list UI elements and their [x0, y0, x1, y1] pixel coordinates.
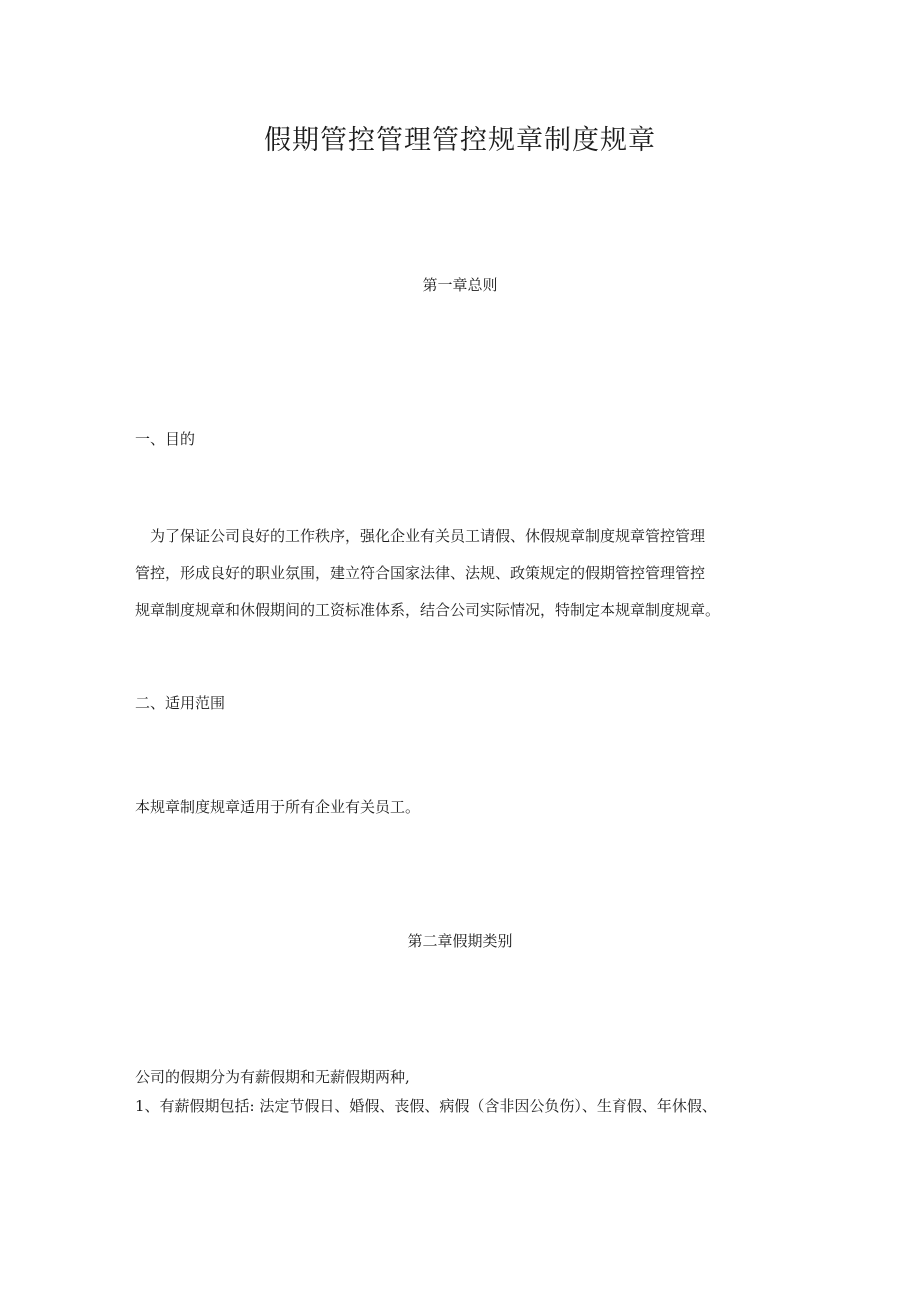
purpose-line-2: 管控，形成良好的职业氛围，建立符合国家法律、法规、政策规定的假期管控管理管控: [135, 564, 706, 582]
document-title: 假期管控管理管控规章制度规章: [264, 125, 656, 156]
scope-paragraph: 本规章制度规章适用于所有企业有关员工。: [135, 798, 421, 816]
purpose-line-3: 规章制度规章和休假期间的工资标准体系，结合公司实际情况，特制定本规章制度规章。: [135, 601, 721, 619]
leave-types-intro: 公司的假期分为有薪假期和无薪假期两种,: [135, 1068, 410, 1086]
purpose-line-1: 为了保证公司良好的工作秩序，强化企业有关员工请假、休假规章制度规章管控管理: [150, 527, 706, 545]
purpose-paragraph: [135, 518, 795, 629]
paid-leave-item: 1、有薪假期包括: 法定节假日、婚假、丧假、病假（含非因公负伤）、生育假、年休假、: [135, 1097, 717, 1115]
chapter-1-heading: 第一章总则: [422, 276, 498, 294]
chapter-2-heading: 第二章假期类别: [407, 932, 513, 950]
section-purpose-heading: 一、目的: [135, 430, 196, 448]
section-scope-heading: 二、适用范围: [135, 694, 226, 712]
